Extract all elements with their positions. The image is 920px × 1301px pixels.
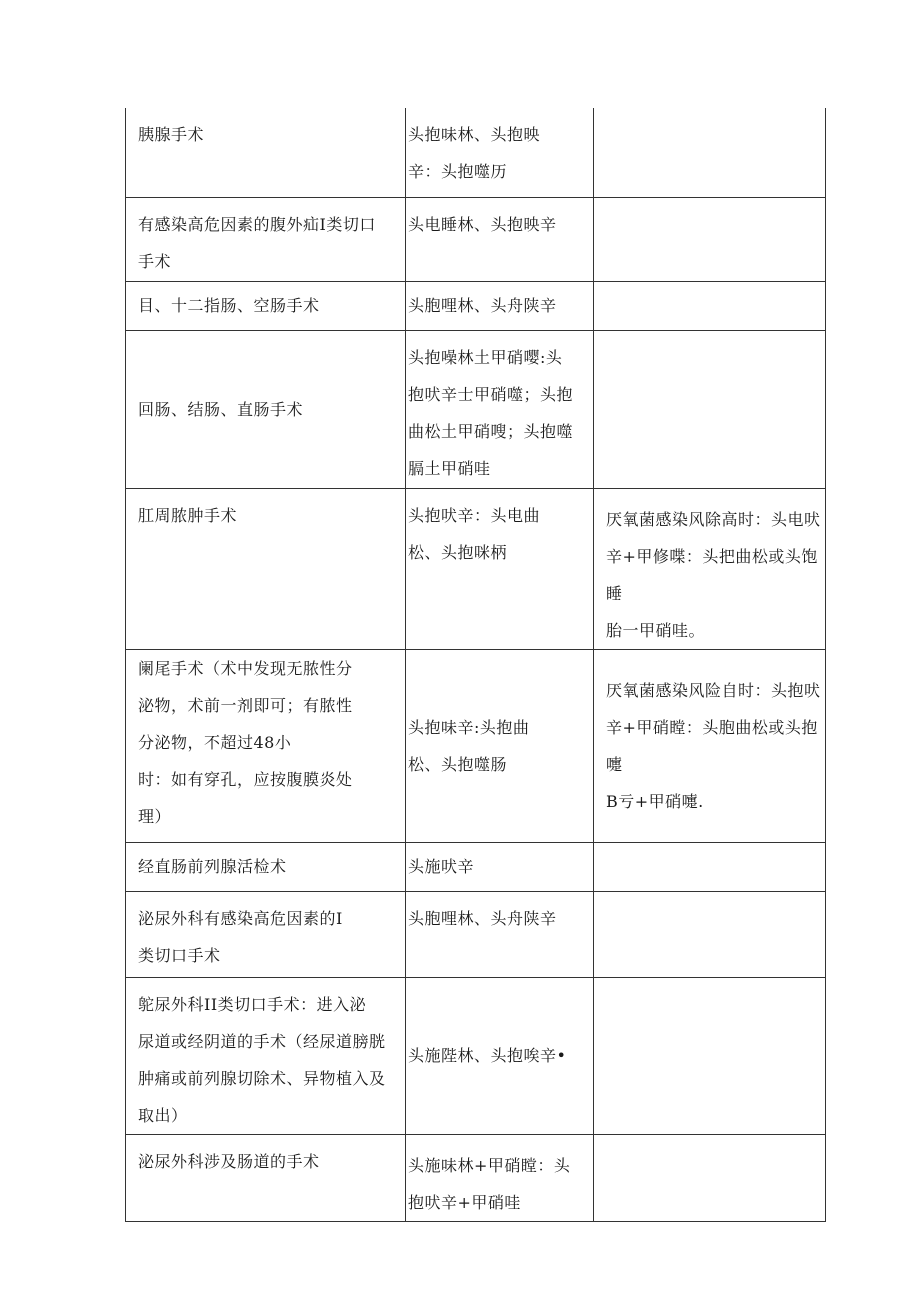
table-row <box>126 1134 826 1221</box>
table-row <box>126 891 826 977</box>
drug-cell: 头施陛林、头抱唉辛• <box>406 977 594 1134</box>
note-cell: 厌氧菌感染风险自时：头抱吠 辛+甲硝瞠：头胞曲松或头抱嚏 B亏+甲硝嚏. <box>594 649 826 842</box>
table-row <box>126 977 826 1134</box>
drug-cell: 头施味林+甲硝瞠：头 抱吠辛+甲硝哇 <box>406 1134 594 1221</box>
note-cell <box>594 977 826 1134</box>
surgery-cell: 回肠、结肠、直肠手术 <box>126 330 406 488</box>
surgery-antibiotic-table <box>125 108 826 1222</box>
note-cell <box>594 197 826 281</box>
note-cell: 厌氧菌感染风除高时：头电吠 辛+甲修喋：头把曲松或头饱睡 胎一甲硝哇。 <box>594 488 826 649</box>
table-row <box>126 330 826 488</box>
table-row <box>126 488 826 649</box>
note-cell <box>594 891 826 977</box>
surgery-cell: 肛周脓肿手术 <box>126 488 406 649</box>
drug-cell: 头抱味辛:头抱曲 松、头抱噬肠 <box>406 649 594 842</box>
note-cell <box>594 281 826 330</box>
note-cell <box>594 842 826 891</box>
drug-cell: 头抱味林、头抱映 辛：头抱噬历 <box>406 108 594 197</box>
surgery-cell: 泌尿外科涉及肠道的手术 <box>126 1134 406 1221</box>
table-row <box>126 281 826 330</box>
surgery-cell: 鸵尿外科II类切口手术：进入泌 尿道或经阴道的手术（经尿道膀胱 肿痛或前列腺切除术、异物植入及 取出） <box>126 977 406 1134</box>
surgery-cell: 有感染高危因素的腹外疝I类切口 手术 <box>126 197 406 281</box>
surgery-cell: 胰腺手术 <box>126 108 406 197</box>
drug-cell: 头胞哩林、头舟陕辛 <box>406 281 594 330</box>
drug-cell: 头抱噪林土甲硝嘤:头 抱吠辛士甲硝噬；头抱 曲松土甲硝嗖；头抱噬 膈土甲硝哇 <box>406 330 594 488</box>
table-row <box>126 108 826 197</box>
note-cell <box>594 108 826 197</box>
table-row <box>126 649 826 842</box>
table-row <box>126 197 826 281</box>
note-cell <box>594 1134 826 1221</box>
drug-cell: 头抱吠辛：头电曲 松、头抱咪柄 <box>406 488 594 649</box>
table-row <box>126 842 826 891</box>
drug-cell: 头胞哩林、头舟陕辛 <box>406 891 594 977</box>
drug-cell: 头电睡林、头抱映辛 <box>406 197 594 281</box>
surgery-cell: 泌尿外科有感染高危因素的I 类切口手术 <box>126 891 406 977</box>
note-cell <box>594 330 826 488</box>
surgery-cell: 目、十二指肠、空肠手术 <box>126 281 406 330</box>
drug-cell: 头施吠辛 <box>406 842 594 891</box>
surgery-cell: 经直肠前列腺活检术 <box>126 842 406 891</box>
surgery-cell: 阑尾手术（术中发现无脓性分 泌物，术前一剂即可；有脓性 分泌物，不超过48小 时：如有穿孔，应按腹膜炎处 理） <box>126 649 406 842</box>
